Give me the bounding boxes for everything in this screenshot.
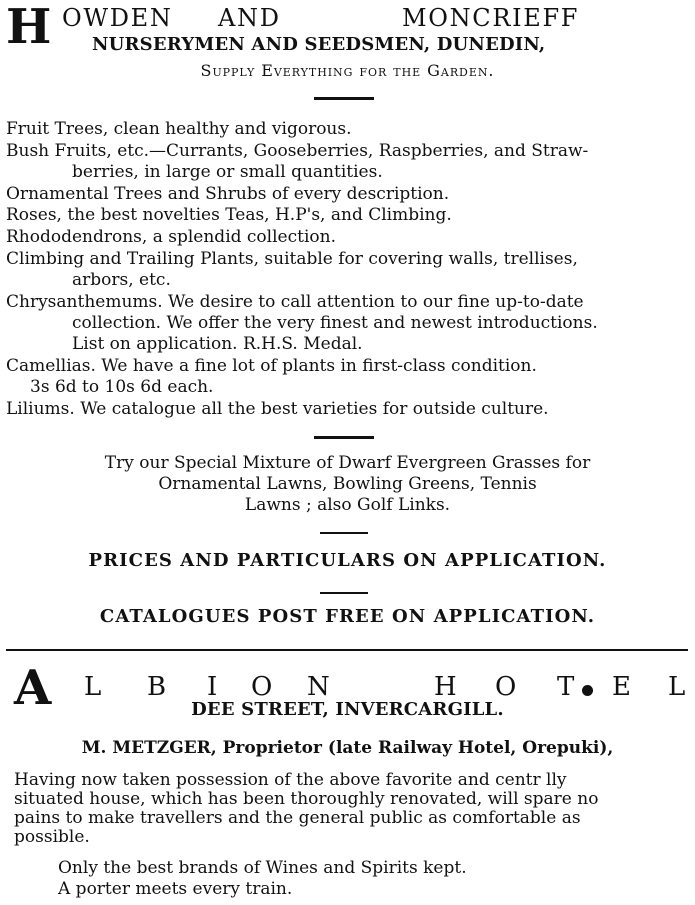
list-item: Fruit Trees, clean healthy and vigorous.	[6, 119, 352, 139]
albion-title-letter: N	[307, 672, 330, 702]
grass-notice-line: Lawns ; also Golf Links.	[244, 495, 451, 515]
list-item: Bush Fruits, etc.—Currants, Gooseberries, Raspberries, and Straw-	[6, 141, 589, 161]
catalogues-notice: CATALOGUES POST FREE ON APPLICATION.	[99, 606, 596, 627]
howden-title-word-3: MONCRIEFF	[402, 4, 580, 32]
list-item: Camellias. We have a fine lot of plants in first-class condition.	[6, 356, 537, 376]
grass-notice-line: Ornamental Lawns, Bowling Greens, Tennis	[158, 474, 537, 494]
albion-paragraph-line: situated house, which has been thoroughly renovated, will spare no	[14, 789, 599, 809]
albion-initial-letter: A	[14, 660, 52, 716]
howden-tagline: Supply Everything for the Garden.	[200, 61, 495, 80]
howden-title-word-1: OWDEN	[62, 4, 173, 32]
albion-feature-line: Only the best brands of Wines and Spirits kept.	[58, 858, 467, 878]
list-item: Chrysanthemums. We desire to call attention to our fine up-to-date	[6, 292, 584, 312]
albion-title-letter: B	[147, 672, 167, 702]
albion-address: DEE STREET, INVERCARGILL.	[191, 699, 504, 720]
albion-title-letter: H	[434, 672, 457, 702]
albion-title-letter: L	[668, 672, 686, 702]
list-item: Ornamental Trees and Shrubs of every description.	[6, 184, 450, 204]
howden-subtitle: NURSERYMEN AND SEEDSMEN, DUNEDIN,	[92, 34, 546, 55]
howden-title-word-2: AND	[218, 4, 281, 32]
albion-title-letter: E	[612, 672, 631, 702]
albion-paragraph-line: possible.	[14, 827, 90, 847]
list-item-continuation: arbors, etc.	[72, 270, 171, 290]
albion-title-letter: O	[495, 672, 517, 702]
albion-feature-line: A porter meets every train.	[58, 879, 293, 899]
albion-title-letter: T	[557, 672, 575, 702]
list-item: Climbing and Trailing Plants, suitable for covering walls, trellises,	[6, 249, 578, 269]
list-item: Liliums. We catalogue all the best varieties for outside culture.	[6, 399, 549, 419]
list-item: Roses, the best novelties Teas, H.P's, and Climbing.	[6, 205, 452, 225]
prices-notice: PRICES AND PARTICULARS ON APPLICATION.	[88, 550, 607, 571]
list-item-continuation: 3s 6d to 10s 6d each.	[30, 377, 214, 397]
grass-notice-line: Try our Special Mixture of Dwarf Evergreen Grasses for	[104, 453, 591, 473]
albion-title-letter: I	[207, 672, 218, 702]
albion-paragraph-line: pains to make travellers and the general public as comfortable as	[14, 808, 581, 828]
howden-initial-letter: H	[6, 0, 52, 55]
albion-title-letter: L	[84, 672, 102, 702]
list-item: Rhododendrons, a splendid collection.	[6, 227, 336, 247]
list-item-continuation: collection. We offer the very finest and newest introductions.	[72, 313, 598, 333]
albion-paragraph-line: Having now taken possession of the above favorite and centr lly	[14, 770, 567, 790]
albion-proprietor: M. METZGER, Proprietor (late Railway Hotel, Orepuki),	[81, 738, 614, 758]
albion-title-letter: O	[251, 672, 273, 702]
list-item-continuation: List on application. R.H.S. Medal.	[72, 334, 363, 354]
ornamental-dot	[582, 685, 593, 696]
list-item-continuation: berries, in large or small quantities.	[72, 162, 383, 182]
